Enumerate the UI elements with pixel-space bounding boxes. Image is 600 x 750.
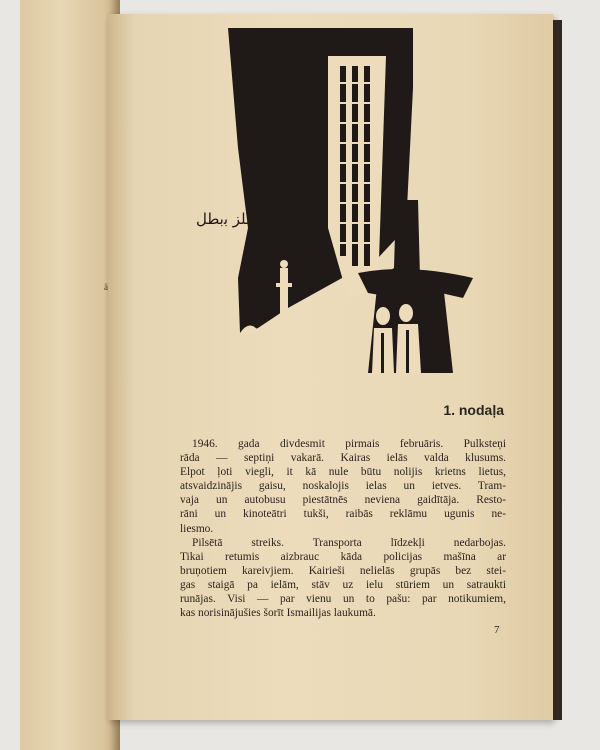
text-line: vaja un autobusu piestātnēs neviena gaidītāja. Resto- (180, 494, 506, 507)
tower-windows (340, 66, 370, 266)
text-line: rāda — septiņi vakarā. Kairas ielās valda klusums. (180, 452, 506, 465)
text-line: Tikai retumis aizbrauc kāda policijas mašīna ar (180, 550, 506, 563)
text-line: 1946. gada divdesmit pirmais februāris. Pulksteņi (192, 438, 506, 450)
text-line: runājas. Visi — par vienu un to pašu: par notikumiem, (180, 593, 506, 606)
text-line: gas staigā pa ielām, stāv uz ielu stūriem un satraukti (180, 578, 506, 591)
body-text (180, 437, 506, 620)
chapter-title: 1. nodaļa (443, 402, 504, 418)
text-line: kas norisinājušies šorīt Ismailijas laukumā. (180, 607, 376, 620)
text-line: Pilsētā streiks. Transporta līdzekļi nedarbojas. (192, 536, 506, 549)
paragraph-1 (180, 437, 506, 536)
text-line: Elpot ļoti viegli, it kā nule būtu nolijis krietns lietus, (180, 466, 506, 479)
left-page (20, 0, 120, 750)
arabic-calligraphy: ﻏﻤﻠﺰ ﺑﺑﻄﻞ (196, 210, 263, 228)
page-number: 7 (494, 624, 500, 636)
text-line: atsvaidzinājis gaisu, noskalojis ielas un ietves. Tram- (180, 480, 506, 493)
text-line: bruņotiem kareivjiem. Kairieši nelielās grupās bez stei- (180, 564, 506, 577)
text-line: liesmo. (180, 522, 214, 535)
left-page-margin-mark: ä (104, 282, 108, 292)
text-line: rāni un kinoteātri tukši, raibās reklāmu ugunis ne- (180, 508, 506, 521)
paragraph-2 (180, 536, 506, 621)
chapter-illustration (196, 28, 498, 378)
